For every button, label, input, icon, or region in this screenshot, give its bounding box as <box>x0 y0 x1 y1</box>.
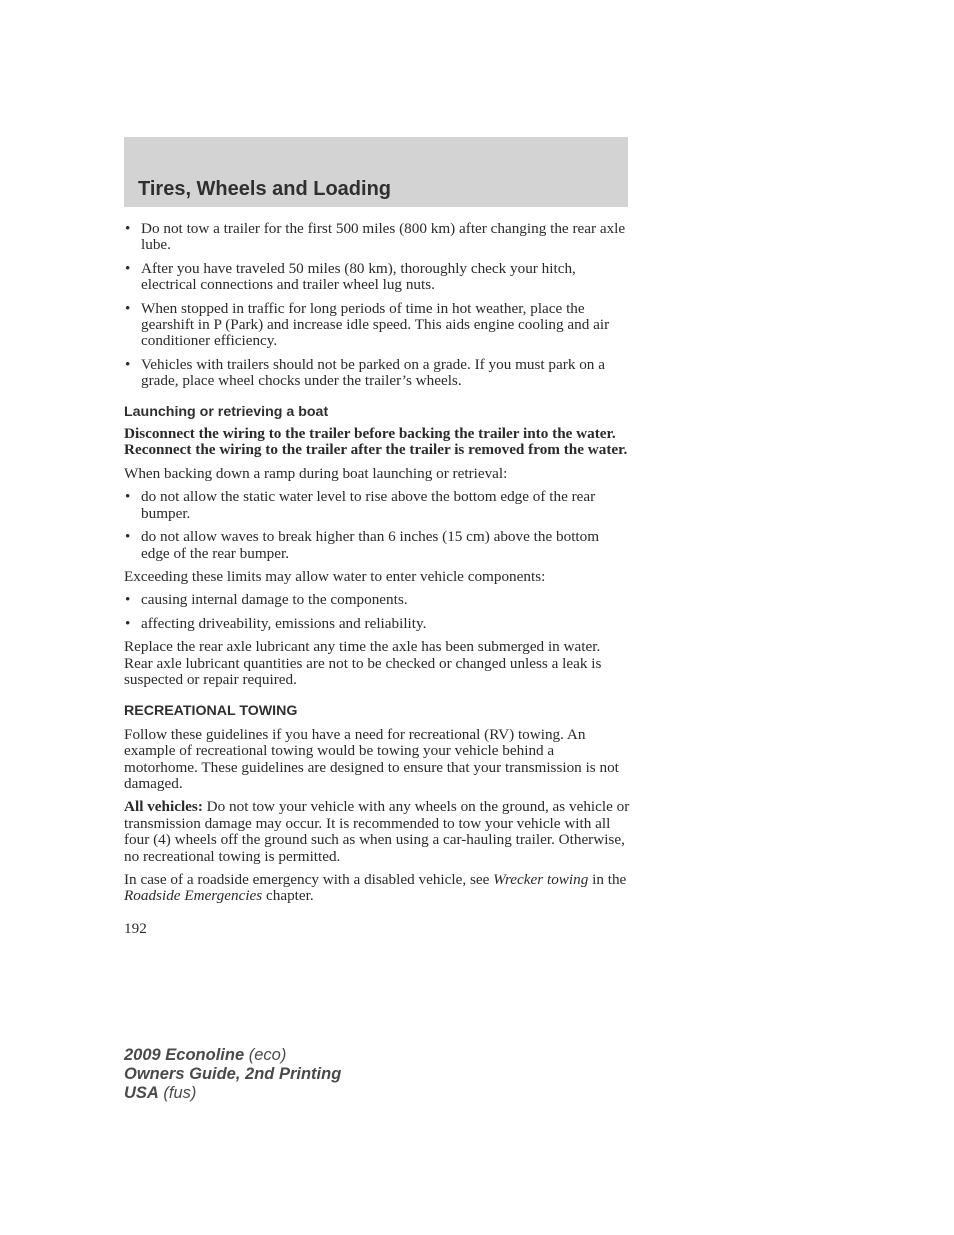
page-number: 192 <box>124 919 147 937</box>
all-vehicles-paragraph <box>124 799 630 865</box>
document-footer <box>124 1046 341 1103</box>
list-item: • causing internal damage to the components. <box>124 592 630 608</box>
footer-line-guide <box>124 1065 341 1084</box>
emergency-text-post: chapter. <box>262 887 314 905</box>
emergency-text-pre: In case of a roadside emergency with a disabled vehicle, see <box>124 871 494 888</box>
boat-lead: When backing down a ramp during boat launching or retrieval: <box>124 464 508 482</box>
wrecker-towing-reference: Wrecker towing <box>493 871 589 888</box>
boat-warning: Disconnect the wiring to the trailer before backing the trailer into the water. Reconnect the wiring to the trailer after the trailer is removed from the water. <box>124 425 628 459</box>
list-item: • do not allow the static water level to rise above the bottom edge of the rear bumper. <box>124 489 630 522</box>
all-vehicles-text: Do not tow your vehicle with any wheels on the ground, as vehicle or transmission damage may occur. It is recommended to tow your vehicle with all four (4) wheels off the ground such as when using a car-hauling trailer. Otherwise, no recreational towing is permitted. <box>124 798 630 865</box>
list-item: • When stopped in traffic for long periods of time in hot weather, place the gearshift in P (Park) and increase idle speed. This aids engine cooling and air conditioner efficiency. <box>124 301 630 350</box>
section-header-band <box>124 137 628 207</box>
footer-model: 2009 Econoline <box>124 1046 245 1064</box>
list-item: • Vehicles with trailers should not be parked on a grade. If you must park on a grade, place wheel chocks under the trailer’s wheels. <box>124 357 630 390</box>
footer-region: USA <box>124 1084 159 1102</box>
footer-region-code: (fus) <box>158 1084 197 1102</box>
footer-model-code: (eco) <box>244 1046 287 1064</box>
exceed-lead: Exceeding these limits may allow water to enter vehicle components: <box>124 567 546 585</box>
list-item: • do not allow waves to break higher than 6 inches (15 cm) above the bottom edge of the rear bumper. <box>124 529 630 562</box>
emergency-text-mid: in the <box>588 871 627 888</box>
emergency-paragraph <box>124 872 630 905</box>
lubricant-note: Replace the rear axle lubricant any time the axle has been submerged in water. Rear axle lubricant quantities are not to be checked or changed unless a leak is suspected or repair required. <box>124 638 602 688</box>
list-item: • affecting driveability, emissions and reliability. <box>124 616 630 632</box>
recreational-intro: Follow these guidelines if you have a need for recreational (RV) towing. An example of recreational towing would be towing your vehicle behind a motorhome. These guidelines are designed to ensure that your transmission is not damaged. <box>124 725 619 792</box>
footer-line-model <box>124 1046 341 1065</box>
exceed-effects-list <box>124 592 630 632</box>
boat-heading: Launching or retrieving a boat <box>124 403 329 420</box>
page-content <box>124 221 630 937</box>
footer-guide: Owners Guide, 2nd Printing <box>124 1065 342 1083</box>
roadside-emergencies-reference: Roadside Emergencies <box>124 887 263 905</box>
all-vehicles-label: All vehicles: <box>124 798 203 816</box>
list-item: • After you have traveled 50 miles (80 km), thoroughly check your hitch, electrical connections and trailer wheel lug nuts. <box>124 261 630 294</box>
recreational-heading: RECREATIONAL TOWING <box>124 703 298 720</box>
boat-limits-list <box>124 489 630 562</box>
footer-line-region <box>124 1084 341 1103</box>
section-title: Tires, Wheels and Loading <box>138 178 392 200</box>
list-item: • Do not tow a trailer for the first 500 miles (800 km) after changing the rear axle lube. <box>124 221 630 254</box>
trailer-tips-list <box>124 221 630 390</box>
